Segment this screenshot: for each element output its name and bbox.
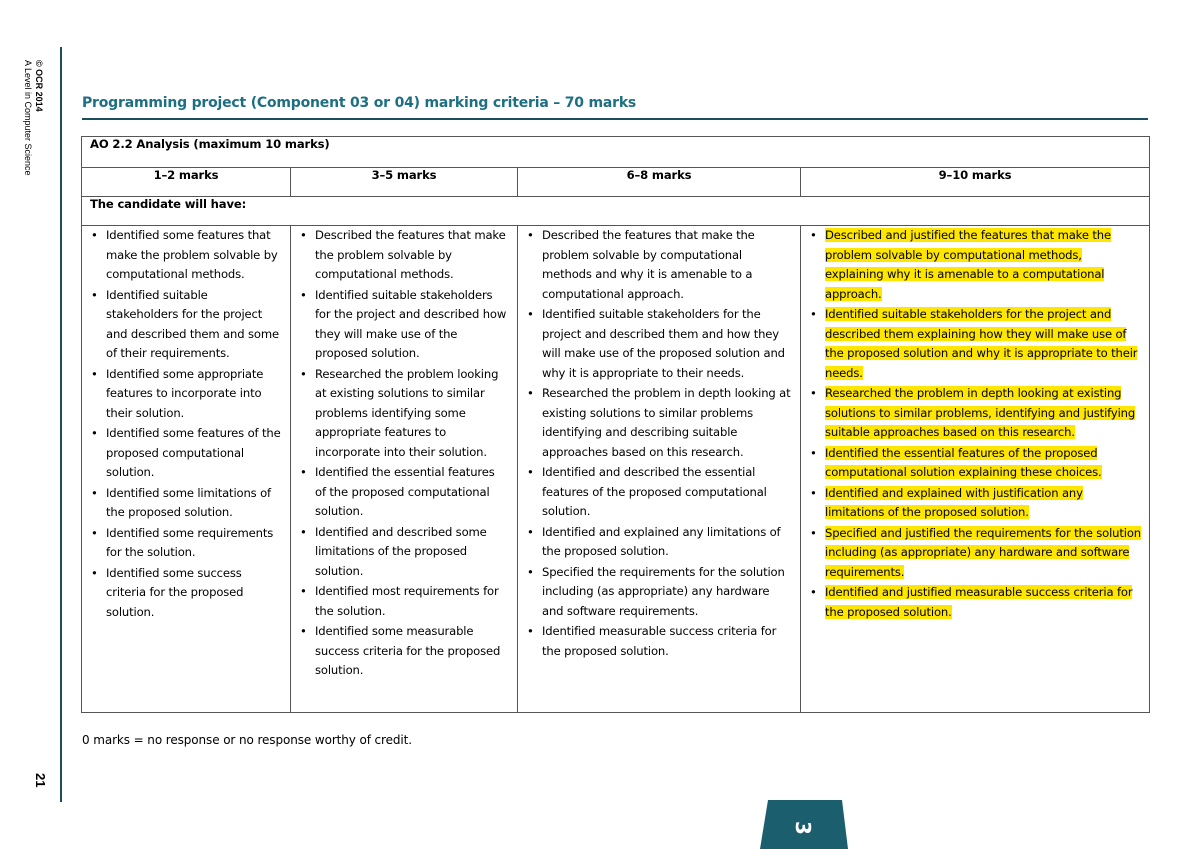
- list-item: • Identified and described some limitations of the proposed solution.: [315, 523, 509, 582]
- highlighted-text: Identified and explained with justification any limitations of the proposed solution.: [825, 485, 1083, 519]
- heading-divider: [82, 118, 1148, 120]
- list-item: [825, 484, 1141, 523]
- list-item: • Identified some features that make the problem solvable by computational methods.: [106, 226, 282, 285]
- list-item: • Identified and explained any limitations of the proposed solution.: [542, 523, 792, 562]
- criteria-list: [526, 226, 792, 661]
- list-item: • Identified some appropriate features to incorporate into their solution.: [106, 365, 282, 424]
- list-item: • Described the features that make the problem solvable by computational methods and why it is amenable to a computational approach.: [542, 226, 792, 304]
- list-item: • Specified the requirements for the solution including (as appropriate) any hardware and software requirements.: [542, 563, 792, 622]
- margin-rule: [60, 47, 62, 802]
- highlighted-text: Identified the essential features of the proposed computational solution explaining these choices.: [825, 445, 1102, 479]
- list-item: • Identified the essential features of the proposed computational solution.: [315, 463, 509, 522]
- highlighted-text: Identified suitable stakeholders for the project and described them explaining how they will make use of the proposed solution and why it is appropriate to their needs.: [825, 307, 1138, 380]
- candidate-row: The candidate will have:: [82, 197, 1150, 226]
- list-item: • Identified some measurable success criteria for the proposed solution.: [315, 622, 509, 681]
- footnote: 0 marks = no response or no response worthy of credit.: [82, 733, 412, 747]
- list-item: • Identified measurable success criteria for the proposed solution.: [542, 622, 792, 661]
- list-item: • Described the features that make the problem solvable by computational methods.: [315, 226, 509, 285]
- list-item: • Identified suitable stakeholders for the project and described them and how they will make use of the proposed solution and why it is appropriate to their needs.: [542, 305, 792, 383]
- copyright-notice: © OCR 2014: [34, 60, 44, 112]
- list-item: • Identified some features of the proposed computational solution.: [106, 424, 282, 483]
- sidebar-text: [22, 60, 44, 176]
- band-header-3: 6–8 marks: [518, 168, 801, 197]
- band-header-4: 9–10 marks: [801, 168, 1150, 197]
- criteria-list: [809, 226, 1141, 622]
- list-item: • Identified some requirements for the solution.: [106, 524, 282, 563]
- table-title: AO 2.2 Analysis (maximum 10 marks): [82, 137, 1150, 168]
- criteria-list: [299, 226, 509, 681]
- list-item: • Researched the problem in depth looking at existing solutions to similar problems identifying and describing suitable approaches based on this research.: [542, 384, 792, 462]
- list-item: [825, 226, 1141, 304]
- subject-label: A Level in Computer Science: [23, 60, 33, 176]
- band-criteria-4: [801, 226, 1150, 713]
- highlighted-text: Identified and justified measurable success criteria for the proposed solution.: [825, 585, 1133, 619]
- list-item: [825, 444, 1141, 483]
- highlighted-text: Specified and justified the requirements for the solution including (as appropriate) any hardware and software requirements.: [825, 525, 1141, 579]
- list-item: • Identified most requirements for the solution.: [315, 582, 509, 621]
- marking-criteria-table: [81, 136, 1150, 713]
- list-item: • Identified some limitations of the proposed solution.: [106, 484, 282, 523]
- band-criteria-3: [518, 226, 801, 713]
- highlighted-text: Researched the problem in depth looking at existing solutions to similar problems, identifying and justifying suitable approaches based on this research.: [825, 386, 1136, 439]
- band-header-2: 3–5 marks: [291, 168, 518, 197]
- list-item: • Identified suitable stakeholders for the project and described how they will make use of the proposed solution.: [315, 286, 509, 364]
- list-item: • Identified some success criteria for the proposed solution.: [106, 564, 282, 623]
- list-item: • Researched the problem looking at existing solutions to similar problems identifying some appropriate features to incorporate into their solution.: [315, 365, 509, 463]
- band-criteria-2: [291, 226, 518, 713]
- band-criteria-1: [82, 226, 291, 713]
- band-header-1: 1–2 marks: [82, 168, 291, 197]
- list-item: • Identified and described the essential features of the proposed computational solution.: [542, 463, 792, 522]
- list-item: [825, 583, 1141, 622]
- criteria-list: [90, 226, 282, 622]
- list-item: [825, 384, 1141, 443]
- page-title: Programming project (Component 03 or 04) marking criteria – 70 marks: [82, 95, 637, 111]
- list-item: [825, 524, 1141, 583]
- section-number: 3: [791, 821, 815, 835]
- highlighted-text: Described and justified the features that make the problem solvable by computational methods, explaining why it is amenable to a computational approach.: [825, 228, 1111, 301]
- page-number: 21: [33, 773, 48, 788]
- list-item: • Identified suitable stakeholders for the project and described them and some of their requirements.: [106, 286, 282, 364]
- list-item: [825, 305, 1141, 383]
